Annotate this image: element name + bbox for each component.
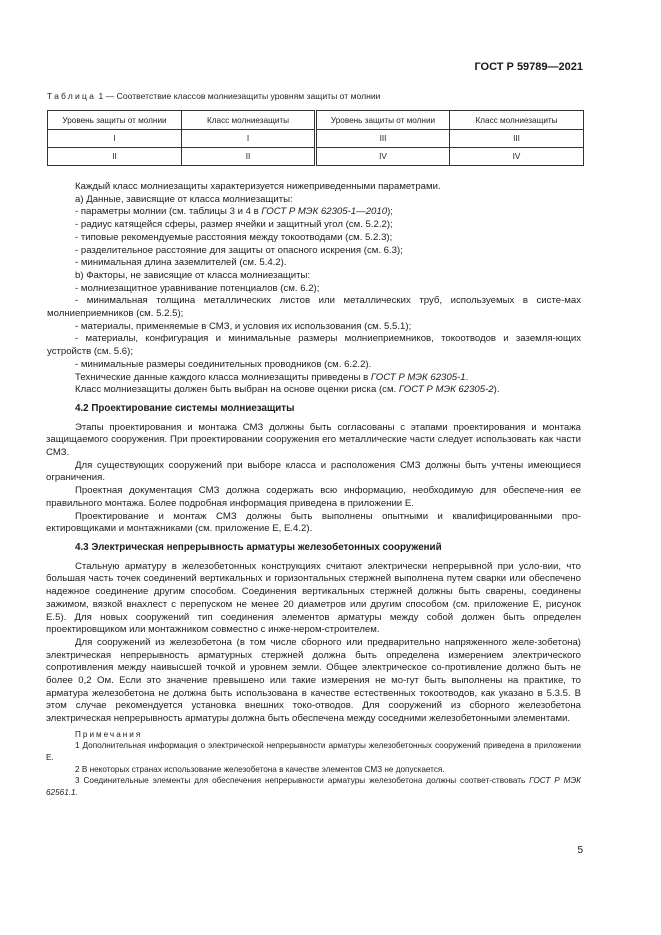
paragraph: b) Факторы, не зависящие от класса молниезащиты: — [75, 269, 311, 281]
page-number: 5 — [577, 845, 583, 856]
table-cell: II — [48, 148, 182, 166]
table-cell: IV — [450, 148, 584, 166]
table-header-cell: Уровень защиты от молнии — [316, 111, 450, 130]
table-header-cell: Класс молниезащиты — [450, 111, 584, 130]
paragraph: Для существующих сооружений при выборе класса и расположения СМЗ должны быть учтены имеющиеся ограничения. — [46, 459, 581, 484]
table-cell: III — [450, 130, 584, 148]
table-caption-text: 1 — Соответствие классов молниезащиты уровням защиты от молнии — [96, 91, 381, 101]
table-row — [48, 148, 584, 166]
list-item: - радиус катящейся сферы, размер ячейки и защитный угол (см. 5.2.2); — [75, 219, 393, 231]
table-cell: I — [48, 130, 182, 148]
paragraph: Технические данные каждого класса молниезащиты приведены в ГОСТ Р МЭК 62305-1. — [75, 371, 469, 383]
paragraph: Класс молниезащиты должен быть выбран на основе оценки риска (см. ГОСТ Р МЭК 62305-2). — [75, 384, 500, 396]
table-header-row — [48, 111, 584, 130]
list-item: - материалы, применяемые в СМЗ, и условия их использования (см. 5.5.1); — [75, 320, 412, 332]
table-cell: I — [182, 130, 316, 148]
table-row — [48, 130, 584, 148]
paragraph: а) Данные, зависящие от класса молниезащиты: — [75, 193, 293, 205]
list-item: - разделительное расстояние для защиты от опасного искрения (см. 6.3); — [75, 244, 403, 256]
list-item: - минимальная толщина металлических листов или металлических труб, используемых в систе-мах молниеприемников (см. 5.2.5); — [47, 295, 581, 320]
paragraph: Проектная документация СМЗ должна содержать всю информацию, необходимую для обеспече-ния ее правильного монтажа. Более подробная информация приведена в приложении Е. — [46, 485, 581, 509]
table-header-cell: Уровень защиты от молнии — [48, 111, 182, 130]
standard-reference: ГОСТ Р МЭК 62305-2 — [398, 384, 494, 396]
paragraph: Для сооружений из железобетона (в том числе сборного или предварительно напряженного желе-зобетона) электрическая непрерывность арматурных стержней должна быть определена измерением электрического сопротивления между наивысшей точкой и уровнем земли. Общее электрическое со-противление должно быть не более 0,2 Ом. Если это значение превышено или такие измерения не мо-гут быть выполнены на практике, то арматура железобетона не должна быть использована в качестве естественных токоотводов, как указано в 5.3.5. В этом случае рекомендуется установка внешних токо-отводов. Для сооружений из сборного железобетона электрическая непрерывность арматуры должна быть обеспечена между соседними железобетонными элементами. — [46, 636, 581, 725]
section-heading: 4.2 Проектирование системы молниезащиты — [75, 402, 295, 414]
table-cell: IV — [316, 148, 450, 166]
list-item: - параметры молнии (см. таблицы 3 и 4 в ГОСТ Р МЭК 62305-1—2010); — [75, 206, 393, 218]
table-cell: III — [316, 130, 450, 148]
standard-reference: ГОСТ Р МЭК 62305-1—2010 — [261, 206, 388, 218]
paragraph: Стальную арматуру в железобетонных конструкциях считают электрически непрерывной при усло-вии, что большая часть точек соединений вертикальных и горизонтальных стержней выполнена путем сварки или обеспечено надежное соединение другим способом. Соединения вертикальных стержней должны быть сварены, соединены зажимом, вязкой внахлест с перепуском не менее 20 диаметров или другим способом (см. приложение Е, рисунок Е.5). Для новых сооружений тип соединения элементов арматуры между собой должен быть определен проектировщиком или монтажником совместно с инже-нером-строителем. — [46, 560, 581, 636]
list-item: - типовые рекомендуемые расстояния между токоотводами (см. 5.2.3); — [75, 231, 393, 243]
paragraph: Каждый класс молниезащиты характеризуется нижеприведенными параметрами. — [75, 181, 441, 192]
standard-reference: ГОСТ Р МЭК 62305-1 — [370, 371, 466, 383]
list-item: - материалы, конфигурация и минимальные размеры молниеприемников, токоотводов и заземля-ющих устройств (см. 5.6); — [47, 333, 581, 358]
section-heading: 4.3 Электрическая непрерывность арматуры железобетонных сооружений — [75, 541, 442, 553]
note-item: 3 Соединительные элементы для обеспечения непрерывности арматуры железобетона должны соответ-ствовать ГОСТ Р МЭК 62561.1. — [46, 776, 581, 797]
note-item: 2 В некоторых странах использование железобетона в качестве элементов СМЗ не допускается. — [75, 764, 445, 774]
paragraph: Проектирование и монтаж СМЗ должны быть выполнены опытными и квалифицированными про-ектировщиками и монтажниками (см. приложение Е, Е.4.2). — [46, 510, 581, 535]
table-caption-word: Таблица — [47, 91, 97, 101]
protection-classes-table — [47, 110, 584, 166]
note-item: 1 Дополнительная информация о электрической непрерывности арматуры железобетонных сооружений приведена в приложении Е. — [46, 741, 581, 763]
table-cell: II — [182, 148, 316, 166]
table-header-cell: Класс молниезащиты — [182, 111, 316, 130]
notes-block — [46, 729, 581, 799]
standard-header: ГОСТ Р 59789—2021 — [474, 61, 583, 73]
list-item: - молниезащитное уравнивание потенциалов (см. 6.2); — [75, 282, 320, 294]
list-item: - минимальная длина заземлителей (см. 5.4.2). — [75, 257, 287, 269]
document-body — [46, 181, 581, 798]
notes-title: Примечания — [75, 729, 143, 739]
list-item: - минимальные размеры соединительных проводников (см. 6.2.2). — [75, 358, 372, 370]
paragraph: Этапы проектирования и монтажа СМЗ должны быть согласованы с этапами проектирования и монтажа защищаемого сооружения. При проектировании сооружения его металлические части следует использовать как части СМЗ. — [46, 421, 581, 459]
table-caption — [47, 91, 380, 101]
standard-reference: ГОСТ Р МЭК 62561.1 — [46, 776, 581, 797]
